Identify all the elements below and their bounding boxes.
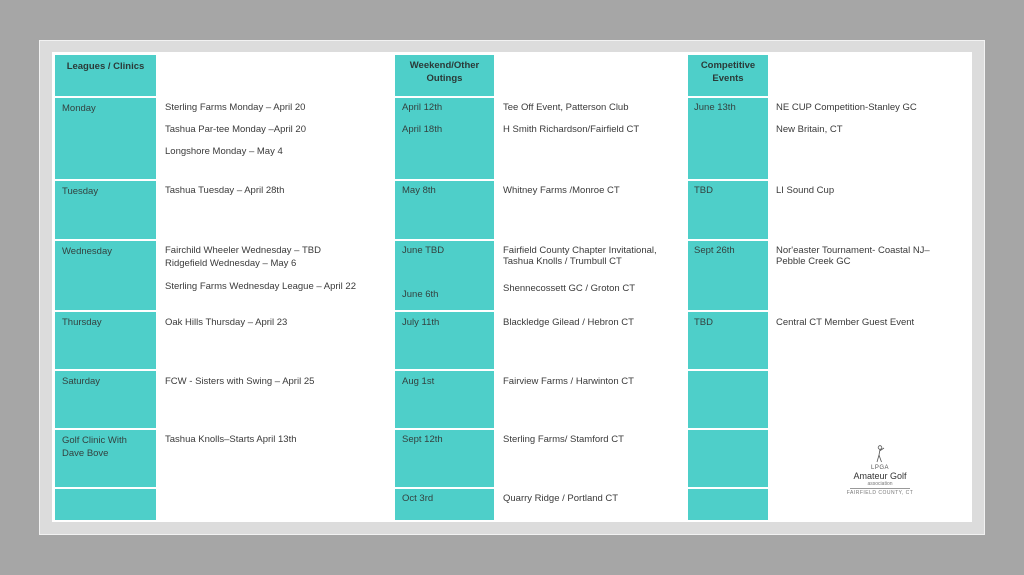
monday-item-2: Tashua Par-tee Monday –April 20 xyxy=(165,124,306,135)
header-outings-text: Weekend/Other Outings xyxy=(409,60,480,84)
header-competitive-text: Competitive Events xyxy=(700,60,756,84)
tuesday-item-1: Tashua Tuesday – April 28th xyxy=(165,185,285,196)
header-outings xyxy=(395,55,494,96)
competitive-date-cell-7 xyxy=(688,489,768,520)
competitive-date-4: TBD xyxy=(694,317,713,328)
header-leagues xyxy=(55,55,156,96)
header-leagues-text: Leagues / Clinics xyxy=(66,61,145,72)
wednesday-item-2: Ridgefield Wednesday – May 6 xyxy=(165,258,297,269)
golfer-icon xyxy=(873,445,887,465)
clinic-item-1: Tashua Knolls–Starts April 13th xyxy=(165,434,297,445)
outing-date-3: May 8th xyxy=(402,185,436,196)
outing-date-4: June TBD xyxy=(402,245,445,256)
day-wednesday: Wednesday xyxy=(62,246,112,257)
logo-line-2: Amateur Golf xyxy=(853,471,907,481)
day-thursday: Thursday xyxy=(62,317,102,328)
lpga-logo xyxy=(835,445,925,510)
outing-date-2: April 18th xyxy=(402,124,443,135)
competitive-event-2: LI Sound Cup xyxy=(776,185,835,196)
outing-event-2: H Smith Richardson/Fairfield CT xyxy=(503,124,640,135)
competitive-date-cell-6 xyxy=(688,430,768,487)
outing-date-6: July 11th xyxy=(402,317,440,328)
outing-event-8: Sterling Farms/ Stamford CT xyxy=(503,434,624,445)
competitive-event-1-location: New Britain, CT xyxy=(776,124,843,135)
monday-item-3: Longshore Monday – May 4 xyxy=(165,146,283,157)
row-tuesday-label xyxy=(55,181,156,239)
saturday-item-1: FCW - Sisters with Swing – April 25 xyxy=(165,376,315,387)
competitive-date-1: June 13th xyxy=(694,102,736,113)
wednesday-item-3: Sterling Farms Wednesday League – April 22 xyxy=(165,281,356,292)
outing-event-9: Quarry Ridge / Portland CT xyxy=(503,493,619,504)
outing-event-6: Blackledge Gilead / Hebron CT xyxy=(503,317,634,328)
outing-event-7: Fairview Farms / Harwinton CT xyxy=(503,376,634,387)
outing-date-9: Oct 3rd xyxy=(402,493,434,504)
competitive-event-1: NE CUP Competition-Stanley GC xyxy=(776,102,917,113)
outing-date-5: June 6th xyxy=(402,289,439,300)
logo-line-4: FAIRFIELD COUNTY, CT xyxy=(846,490,914,496)
outing-event-5: Shennecossett GC / Groton CT xyxy=(503,283,636,294)
day-tuesday: Tuesday xyxy=(62,186,99,197)
monday-item-1: Sterling Farms Monday – April 20 xyxy=(165,102,306,113)
logo-divider xyxy=(850,488,910,489)
outing-date-1: April 12th xyxy=(402,102,443,113)
day-saturday: Saturday xyxy=(62,376,101,387)
outing-event-3: Whitney Farms /Monroe CT xyxy=(503,185,620,196)
wednesday-item-1: Fairchild Wheeler Wednesday – TBD xyxy=(165,245,321,256)
row-monday-label xyxy=(55,98,156,179)
competitive-date-cell-5 xyxy=(688,371,768,428)
day-monday: Monday xyxy=(62,103,96,114)
competitive-event-3: Nor'easter Tournament- Coastal NJ– Pebble Creek GC xyxy=(776,245,930,267)
competitive-date-2: TBD xyxy=(694,185,713,196)
row-wednesday-label xyxy=(55,241,156,310)
logo-line-1: LPGA xyxy=(870,465,889,471)
outing-event-4: Fairfield County Chapter Invitational, Tashua Knolls / Trumbull CT xyxy=(503,245,657,267)
row-clinic-label xyxy=(55,430,156,487)
competitive-event-4: Central CT Member Guest Event xyxy=(776,317,915,328)
outing-event-1: Tee Off Event, Patterson Club xyxy=(503,102,629,113)
row-thursday-label xyxy=(55,312,156,369)
thursday-item-1: Oak Hills Thursday – April 23 xyxy=(165,317,288,328)
row-empty-label xyxy=(55,489,156,520)
logo-line-3: association xyxy=(867,481,893,487)
header-competitive xyxy=(688,55,768,96)
competitive-date-3: Sept 26th xyxy=(694,245,735,256)
outing-date-7: Aug 1st xyxy=(402,376,435,387)
outing-date-8: Sept 12th xyxy=(402,434,443,445)
day-clinic: Golf Clinic With Dave Bove xyxy=(62,435,127,459)
row-saturday-label xyxy=(55,371,156,428)
